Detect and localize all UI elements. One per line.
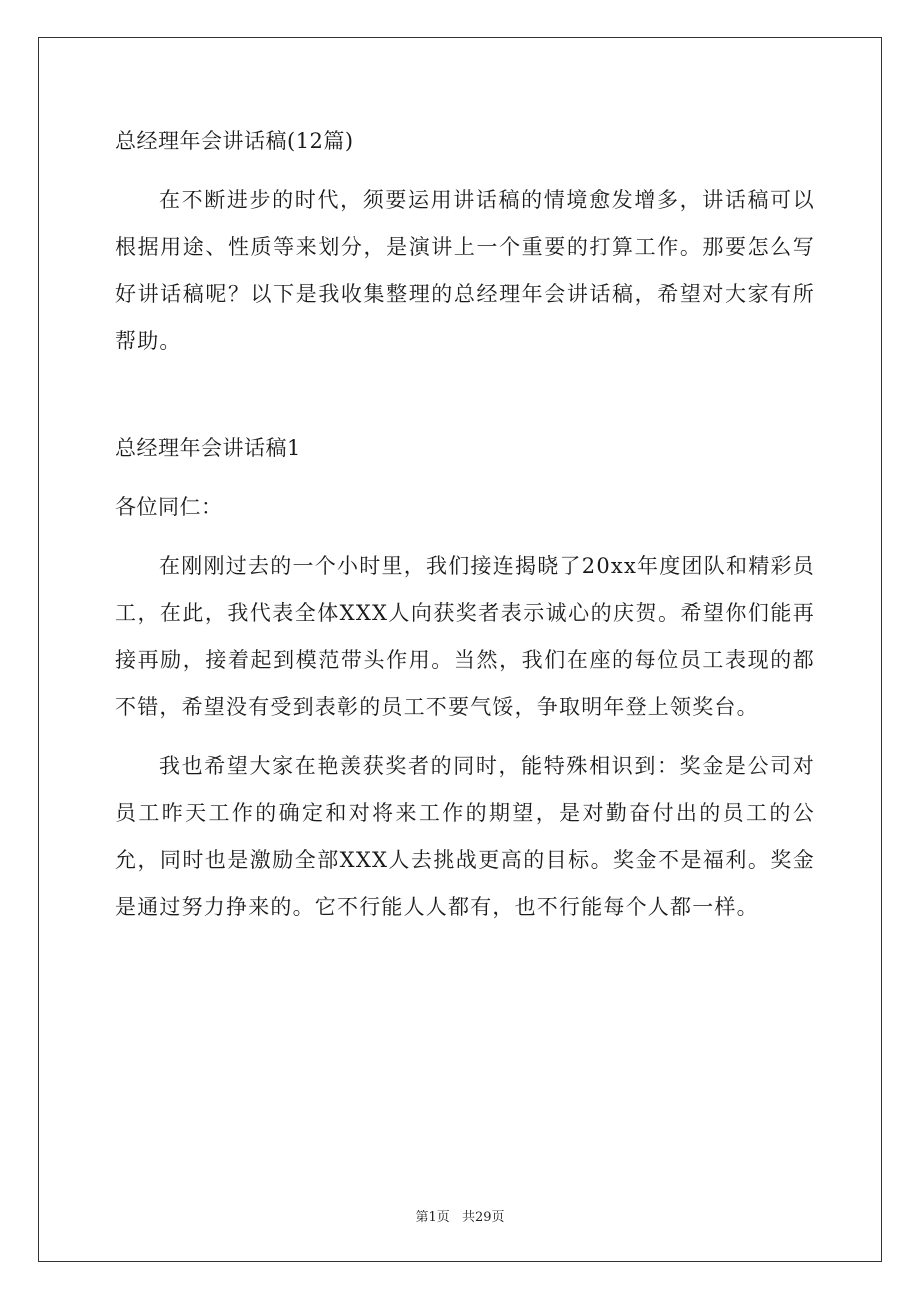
page-total: 共29页 (461, 1210, 505, 1225)
intro-paragraph: 在不断进步的时代，须要运用讲话稿的情境愈发增多，讲话稿可以根据用途、性质等来划分，是演讲上一个重要的打算工作。那要怎么写好讲话稿呢？以下是我收集整理的总经理年会讲话稿，希望对大家有所帮助。 (115, 188, 815, 353)
section-title: 总经理年会讲话稿1 (115, 436, 301, 460)
body-paragraph: 在刚刚过去的一个小时里，我们接连揭晓了20xx年度团队和精彩员工，在此，我代表全体XXX人向获奖者表示诚心的庆贺。希望你们能再接再励，接着起到模范带头作用。当然，我们在座的每位员工表现的都不错，希望没有受到表彰的员工不要气馁，争取明年登上领奖台。 (115, 554, 815, 719)
page-footer (0, 1206, 920, 1225)
greeting: 各位同仁： (115, 495, 223, 519)
document-title: 总经理年会讲话稿(12篇) (115, 129, 354, 153)
body-paragraph: 我也希望大家在艳羡获奖者的同时，能特殊相识到：奖金是公司对员工昨天工作的确定和对将来工作的期望，是对勤奋付出的员工的公允，同时也是激励全部XXX人去挑战更高的目标。奖金不是福利。奖金是通过努力挣来的。它不行能人人都有，也不行能每个人都一样。 (115, 754, 815, 919)
document-body (115, 118, 815, 931)
page-number: 第1页 (415, 1210, 450, 1225)
